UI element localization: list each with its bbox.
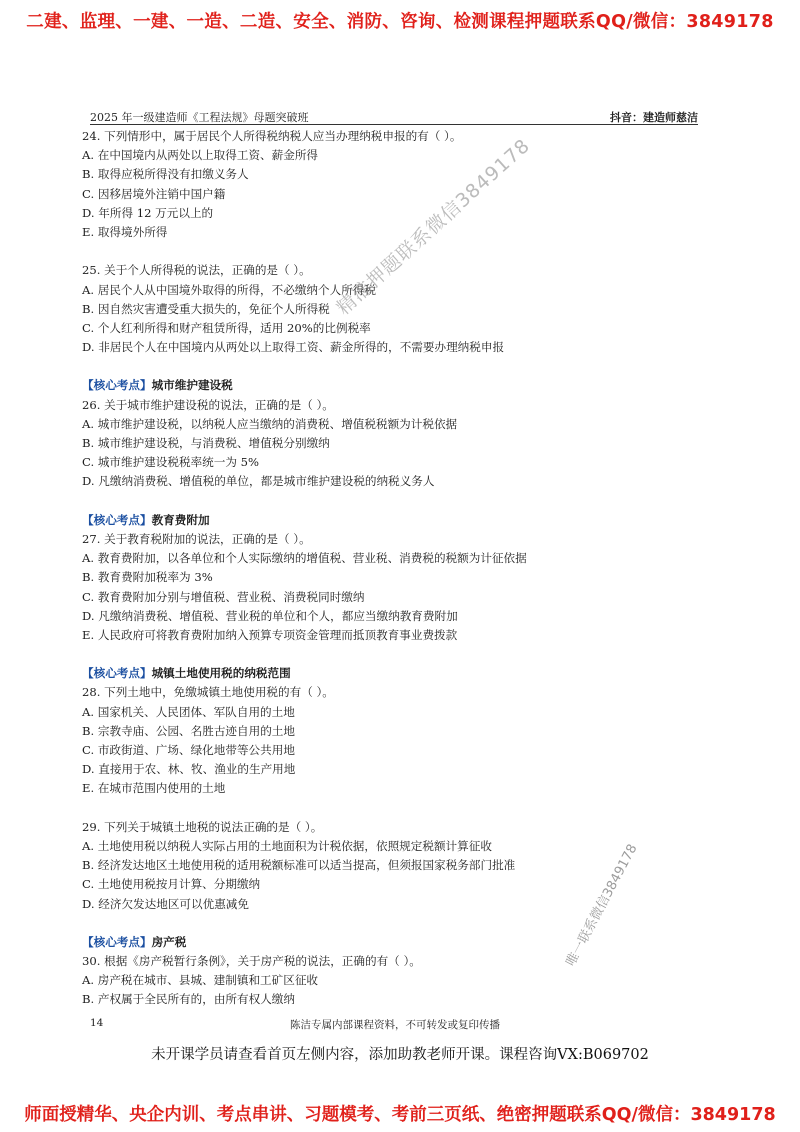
section-heading bbox=[82, 933, 702, 952]
question-stem: 28. 下列土地中，免缴城镇土地使用税的有（ ）。 bbox=[82, 685, 334, 700]
answer-option: D. 凡缴纳消费税、增值税的单位，都是城市维护建设税的纳税义务人 bbox=[82, 474, 435, 489]
answer-option: C. 教育费附加分别与增值税、营业税、消费税同时缴纳 bbox=[82, 589, 365, 604]
answer-option: B. 因自然灾害遭受重大损失的，免征个人所得税 bbox=[82, 301, 330, 316]
answer-option: E. 在城市范围内使用的土地 bbox=[82, 781, 226, 796]
answer-option: A. 房产税在城市、县城、建制镇和工矿区征收 bbox=[82, 973, 319, 988]
answer-option: B. 经济发达地区土地使用税的适用税额标准可以适当提高，但须报国家税务部门批准 bbox=[82, 858, 516, 873]
question-stem: 24. 下列情形中，属于居民个人所得税纳税人应当办理纳税申报的有（ ）。 bbox=[82, 129, 462, 143]
header-author: 抖音：建造师慈洁 bbox=[610, 111, 698, 124]
page-header bbox=[90, 108, 698, 125]
answer-option: A. 城市维护建设税，以纳税人应当缴纳的消费税、增值税税额为计税依据 bbox=[82, 416, 458, 431]
answer-option: A. 在中国境内从两处以上取得工资、薪金所得 bbox=[82, 148, 319, 163]
section-title: 城镇土地使用税的纳税范围 bbox=[151, 666, 291, 681]
answer-option: D. 直接用于农、林、牧、渔业的生产用地 bbox=[82, 762, 296, 777]
section-heading bbox=[82, 511, 702, 530]
diagonal-watermark-secondary: 唯一联系微信3849178 bbox=[563, 841, 641, 969]
answer-option: C. 市政街道、广场、绿化地带等公共用地 bbox=[82, 743, 295, 757]
page-footer bbox=[90, 1017, 700, 1033]
section-title: 房产税 bbox=[151, 934, 187, 949]
answer-option: B. 宗教寺庙、公园、名胜古迹自用的土地 bbox=[82, 723, 295, 738]
answer-option: E. 人民政府可将教育费附加纳入预算专项资金管理而抵顶教育事业费拨款 bbox=[82, 627, 458, 642]
section-title: 教育费附加 bbox=[151, 512, 210, 527]
section-tag: 【核心考点】 bbox=[82, 378, 152, 393]
section-tag: 【核心考点】 bbox=[82, 934, 152, 949]
spacer bbox=[82, 492, 702, 511]
answer-option: A. 居民个人从中国境外取得的所得，不必缴纳个人所得税 bbox=[82, 282, 376, 297]
question-stem: 27. 关于教育税附加的说法，正确的是（ ）。 bbox=[82, 531, 311, 546]
section-title: 城市维护建设税 bbox=[151, 378, 233, 393]
header-course-title: 2025 年一级建造师《工程法规》母题突破班 bbox=[90, 111, 309, 124]
answer-option: D. 非居民个人在中国境内从两处以上取得工资、薪金所得的，不需要办理纳税申报 bbox=[82, 340, 505, 355]
answer-option: B. 取得应税所得没有扣缴义务人 bbox=[82, 167, 249, 182]
spacer bbox=[82, 357, 702, 376]
answer-option: C. 因移居境外注销中国户籍 bbox=[82, 186, 226, 201]
answer-option: C. 土地使用税按月计算、分期缴纳 bbox=[82, 877, 261, 892]
spacer bbox=[82, 645, 702, 664]
section-heading bbox=[82, 664, 702, 683]
answer-option: C. 个人红利所得和财产租赁所得，适用 20%的比例税率 bbox=[82, 320, 371, 335]
answer-option: D. 年所得 12 万元以上的 bbox=[82, 205, 214, 220]
diagonal-watermark: 精准押题联系微信3849178 bbox=[332, 134, 535, 320]
answer-option: B. 产权属于全民所有的，由所有权人缴纳 bbox=[82, 992, 295, 1007]
answer-option: A. 土地使用税以纳税人实际占用的土地面积为计税依据，依照规定税额计算征收 bbox=[82, 838, 492, 853]
spacer bbox=[82, 799, 702, 818]
answer-option: A. 国家机关、人民团体、军队自用的土地 bbox=[82, 704, 295, 719]
footer-copyright-note: 陈洁专属内部课程资料，不可转发或复印传播 bbox=[290, 1019, 500, 1031]
answer-option: A. 教育费附加，以各单位和个人实际缴纳的增值税、营业税、消费税的税额为计征依据 bbox=[82, 551, 527, 566]
page-number: 14 bbox=[90, 1017, 104, 1029]
course-promo-line: 未开课学员请查看首页左侧内容，添加助教老师开课。课程咨询VX:B069702 bbox=[151, 1047, 649, 1063]
answer-option: B. 教育费附加税率为 3% bbox=[82, 570, 213, 585]
bottom-promo-banner: 师面授精华、央企内训、考点串讲、习题模考、考前三页纸、绝密押题联系QQ/微信：3849178 bbox=[24, 1105, 776, 1125]
section-heading bbox=[82, 376, 702, 395]
spacer bbox=[82, 914, 702, 933]
question-stem: 25. 关于个人所得税的说法，正确的是（ ）。 bbox=[82, 263, 311, 278]
top-promo-banner: 二建、监理、一建、一造、二造、安全、消防、咨询、检测课程押题联系QQ/微信：3849178 bbox=[26, 12, 774, 32]
question-stem: 26. 关于城市维护建设税的说法，正确的是（ ）。 bbox=[82, 397, 334, 412]
section-tag: 【核心考点】 bbox=[82, 512, 152, 527]
answer-option: B. 城市维护建设税，与消费税、增值税分别缴纳 bbox=[82, 436, 330, 450]
answer-option: E. 取得境外所得 bbox=[82, 224, 168, 239]
section-tag: 【核心考点】 bbox=[82, 666, 152, 681]
question-stem: 29. 下列关于城镇土地税的说法正确的是（ ）。 bbox=[82, 819, 323, 834]
answer-option: C. 城市维护建设税税率统一为 5% bbox=[82, 455, 260, 470]
question-stem: 30. 根据《房产税暂行条例》，关于房产税的说法，正确的有（ ）。 bbox=[82, 954, 421, 969]
answer-option: D. 经济欠发达地区可以优惠减免 bbox=[82, 896, 249, 911]
answer-option: D. 凡缴纳消费税、增值税、营业税的单位和个人，都应当缴纳教育费附加 bbox=[82, 608, 458, 623]
